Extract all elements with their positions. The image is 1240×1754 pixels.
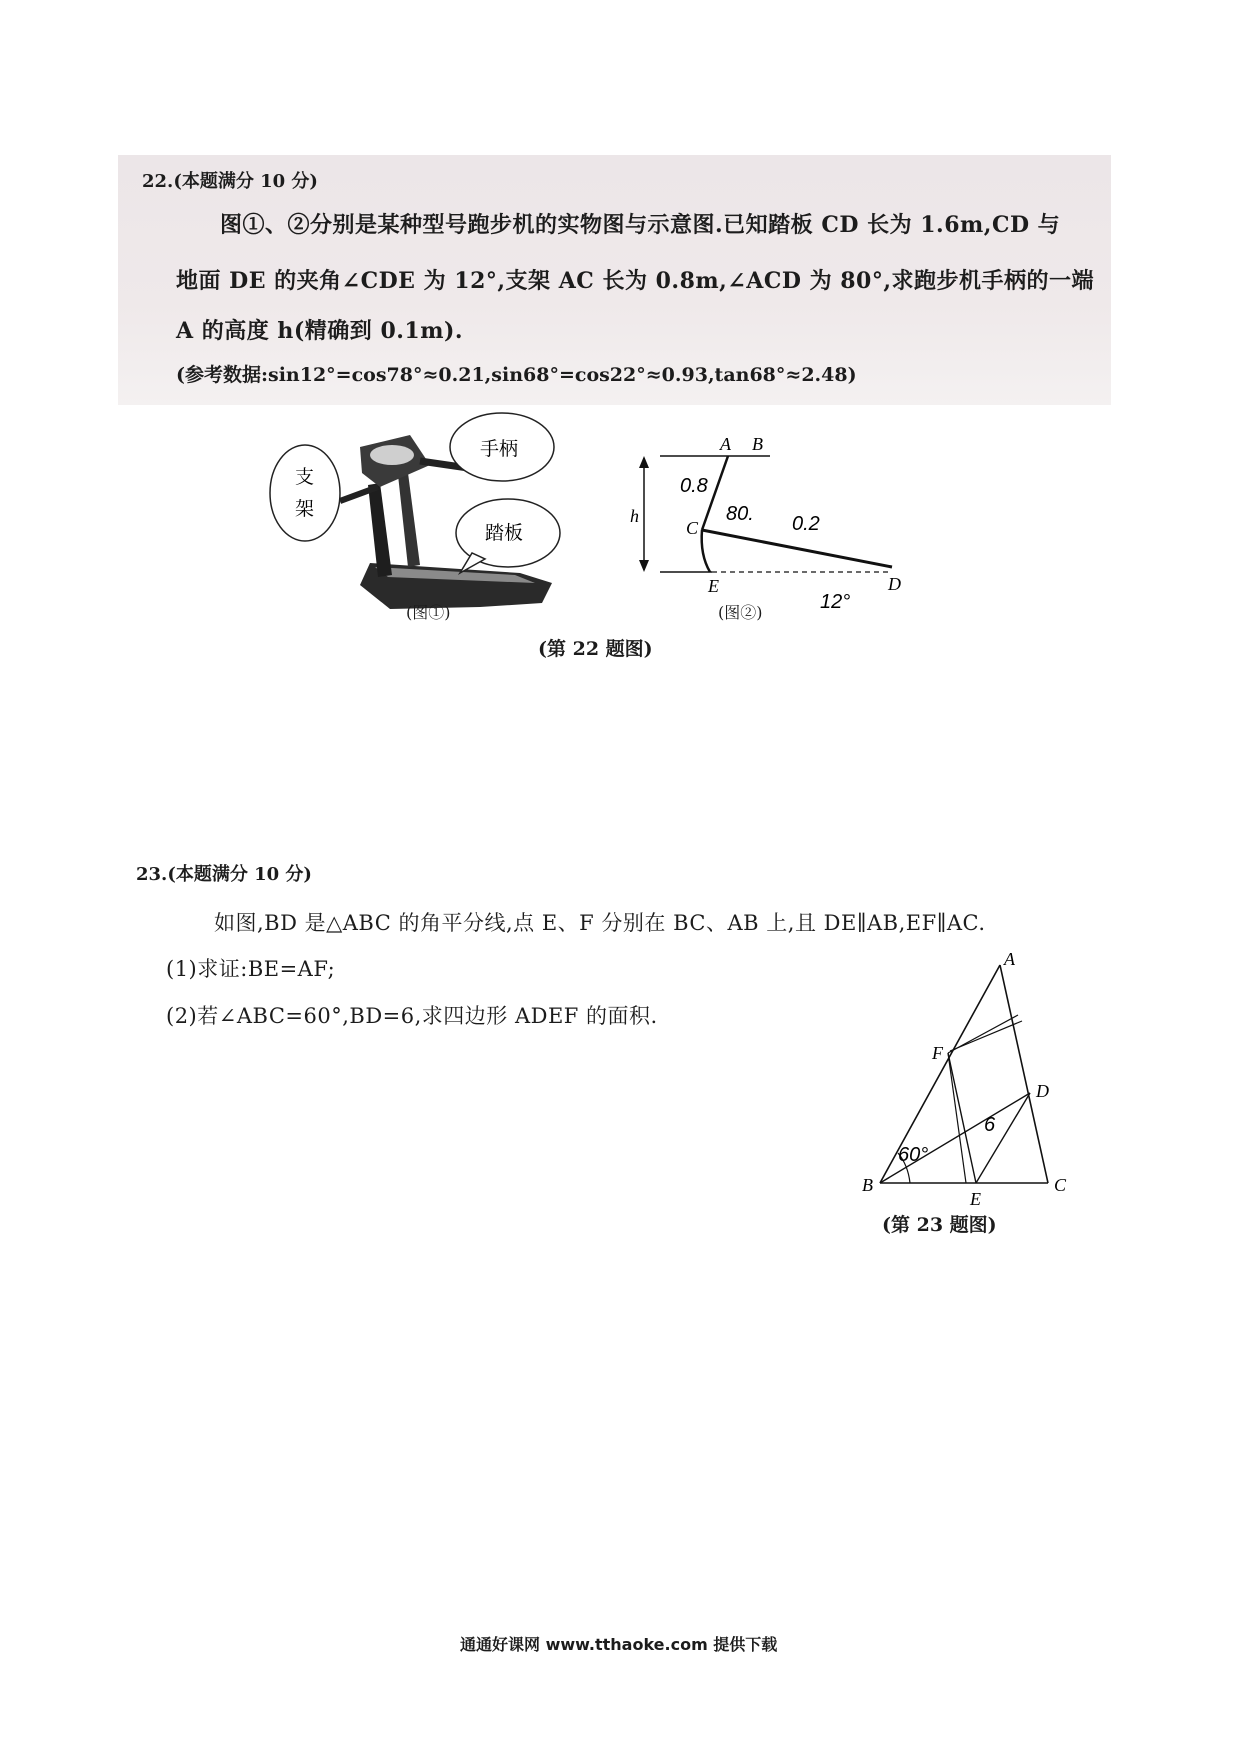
q22-figure-caption: (第 22 题图) — [538, 638, 653, 660]
label-c: C — [686, 518, 699, 538]
handwritten-altitude — [948, 1053, 966, 1183]
label-a: A — [720, 434, 731, 454]
q23-line1: 如图,BD 是△ABC 的角平分线,点 E、F 分别在 BC、AB 上,且 DE∥AB,EF∥AC. — [214, 911, 986, 935]
note-ac-length: 0.8 — [680, 475, 708, 497]
treadmill-photo-figure — [280, 425, 580, 625]
footer-download-note: 通通好课网 www.tthaoke.com 提供下载 — [460, 1635, 778, 1654]
label-h: h — [630, 506, 639, 526]
q22-header: 22.(本题满分 10 分) — [142, 171, 318, 192]
label-d23: D — [1036, 1081, 1049, 1101]
callout-support-text-1: 支 — [295, 466, 315, 488]
callout-handle-bubble — [450, 413, 554, 481]
callout-support-bubble — [270, 445, 340, 541]
note-cd-length: 0.2 — [792, 513, 820, 535]
callout-board-bubble — [456, 499, 560, 573]
note-angle-acd: 80. — [726, 503, 754, 525]
label-e23: E — [970, 1189, 981, 1209]
label-b23: B — [862, 1175, 873, 1195]
support-curve — [702, 530, 710, 572]
note-bd-6: 6 — [984, 1114, 996, 1136]
q23-part2: (2)若∠ABC=60°,BD=6,求四边形 ADEF 的面积. — [166, 1004, 658, 1028]
segment-ef — [948, 1053, 976, 1183]
segment-de — [976, 1093, 1030, 1183]
q22-line1: 图①、②分别是某种型号跑步机的实物图与示意图.已知踏板 CD 长为 1.6m,CD 与 — [220, 212, 1061, 238]
q22-reference-data: (参考数据:sin12°=cos78°≈0.21,sin68°=cos22°≈0.93,tan68°≈2.48) — [176, 364, 857, 386]
treadmill-schematic-figure — [620, 430, 920, 630]
note-angle-d: 12° — [820, 591, 851, 613]
side-ac — [1000, 965, 1048, 1183]
label-d: D — [888, 574, 901, 594]
fig2-caption: (图②) — [718, 603, 763, 622]
label-c23: C — [1054, 1175, 1067, 1195]
label-f23: F — [932, 1043, 943, 1063]
label-e: E — [708, 576, 719, 596]
callout-support-text-2: 架 — [295, 498, 315, 520]
label-a23: A — [1004, 949, 1015, 969]
callout-board-text: 踏板 — [485, 522, 524, 544]
board-cd — [702, 530, 892, 567]
q23-part1: (1)求证:BE=AF; — [166, 957, 336, 981]
q22-line3: A 的高度 h(精确到 0.1m). — [176, 318, 464, 344]
fig1-caption: (图①) — [406, 603, 451, 622]
q23-figure-caption: (第 23 题图) — [882, 1214, 997, 1236]
label-b: B — [752, 434, 763, 454]
note-angle-60: 60° — [898, 1144, 929, 1166]
callout-handle-text: 手柄 — [480, 438, 519, 460]
triangle-abc-figure — [858, 949, 1088, 1225]
q22-line2: 地面 DE 的夹角∠CDE 为 12°,支架 AC 长为 0.8m,∠ACD 为 80°,求跑步机手柄的一端 — [176, 268, 1095, 294]
q23-header: 23.(本题满分 10 分) — [136, 864, 312, 885]
